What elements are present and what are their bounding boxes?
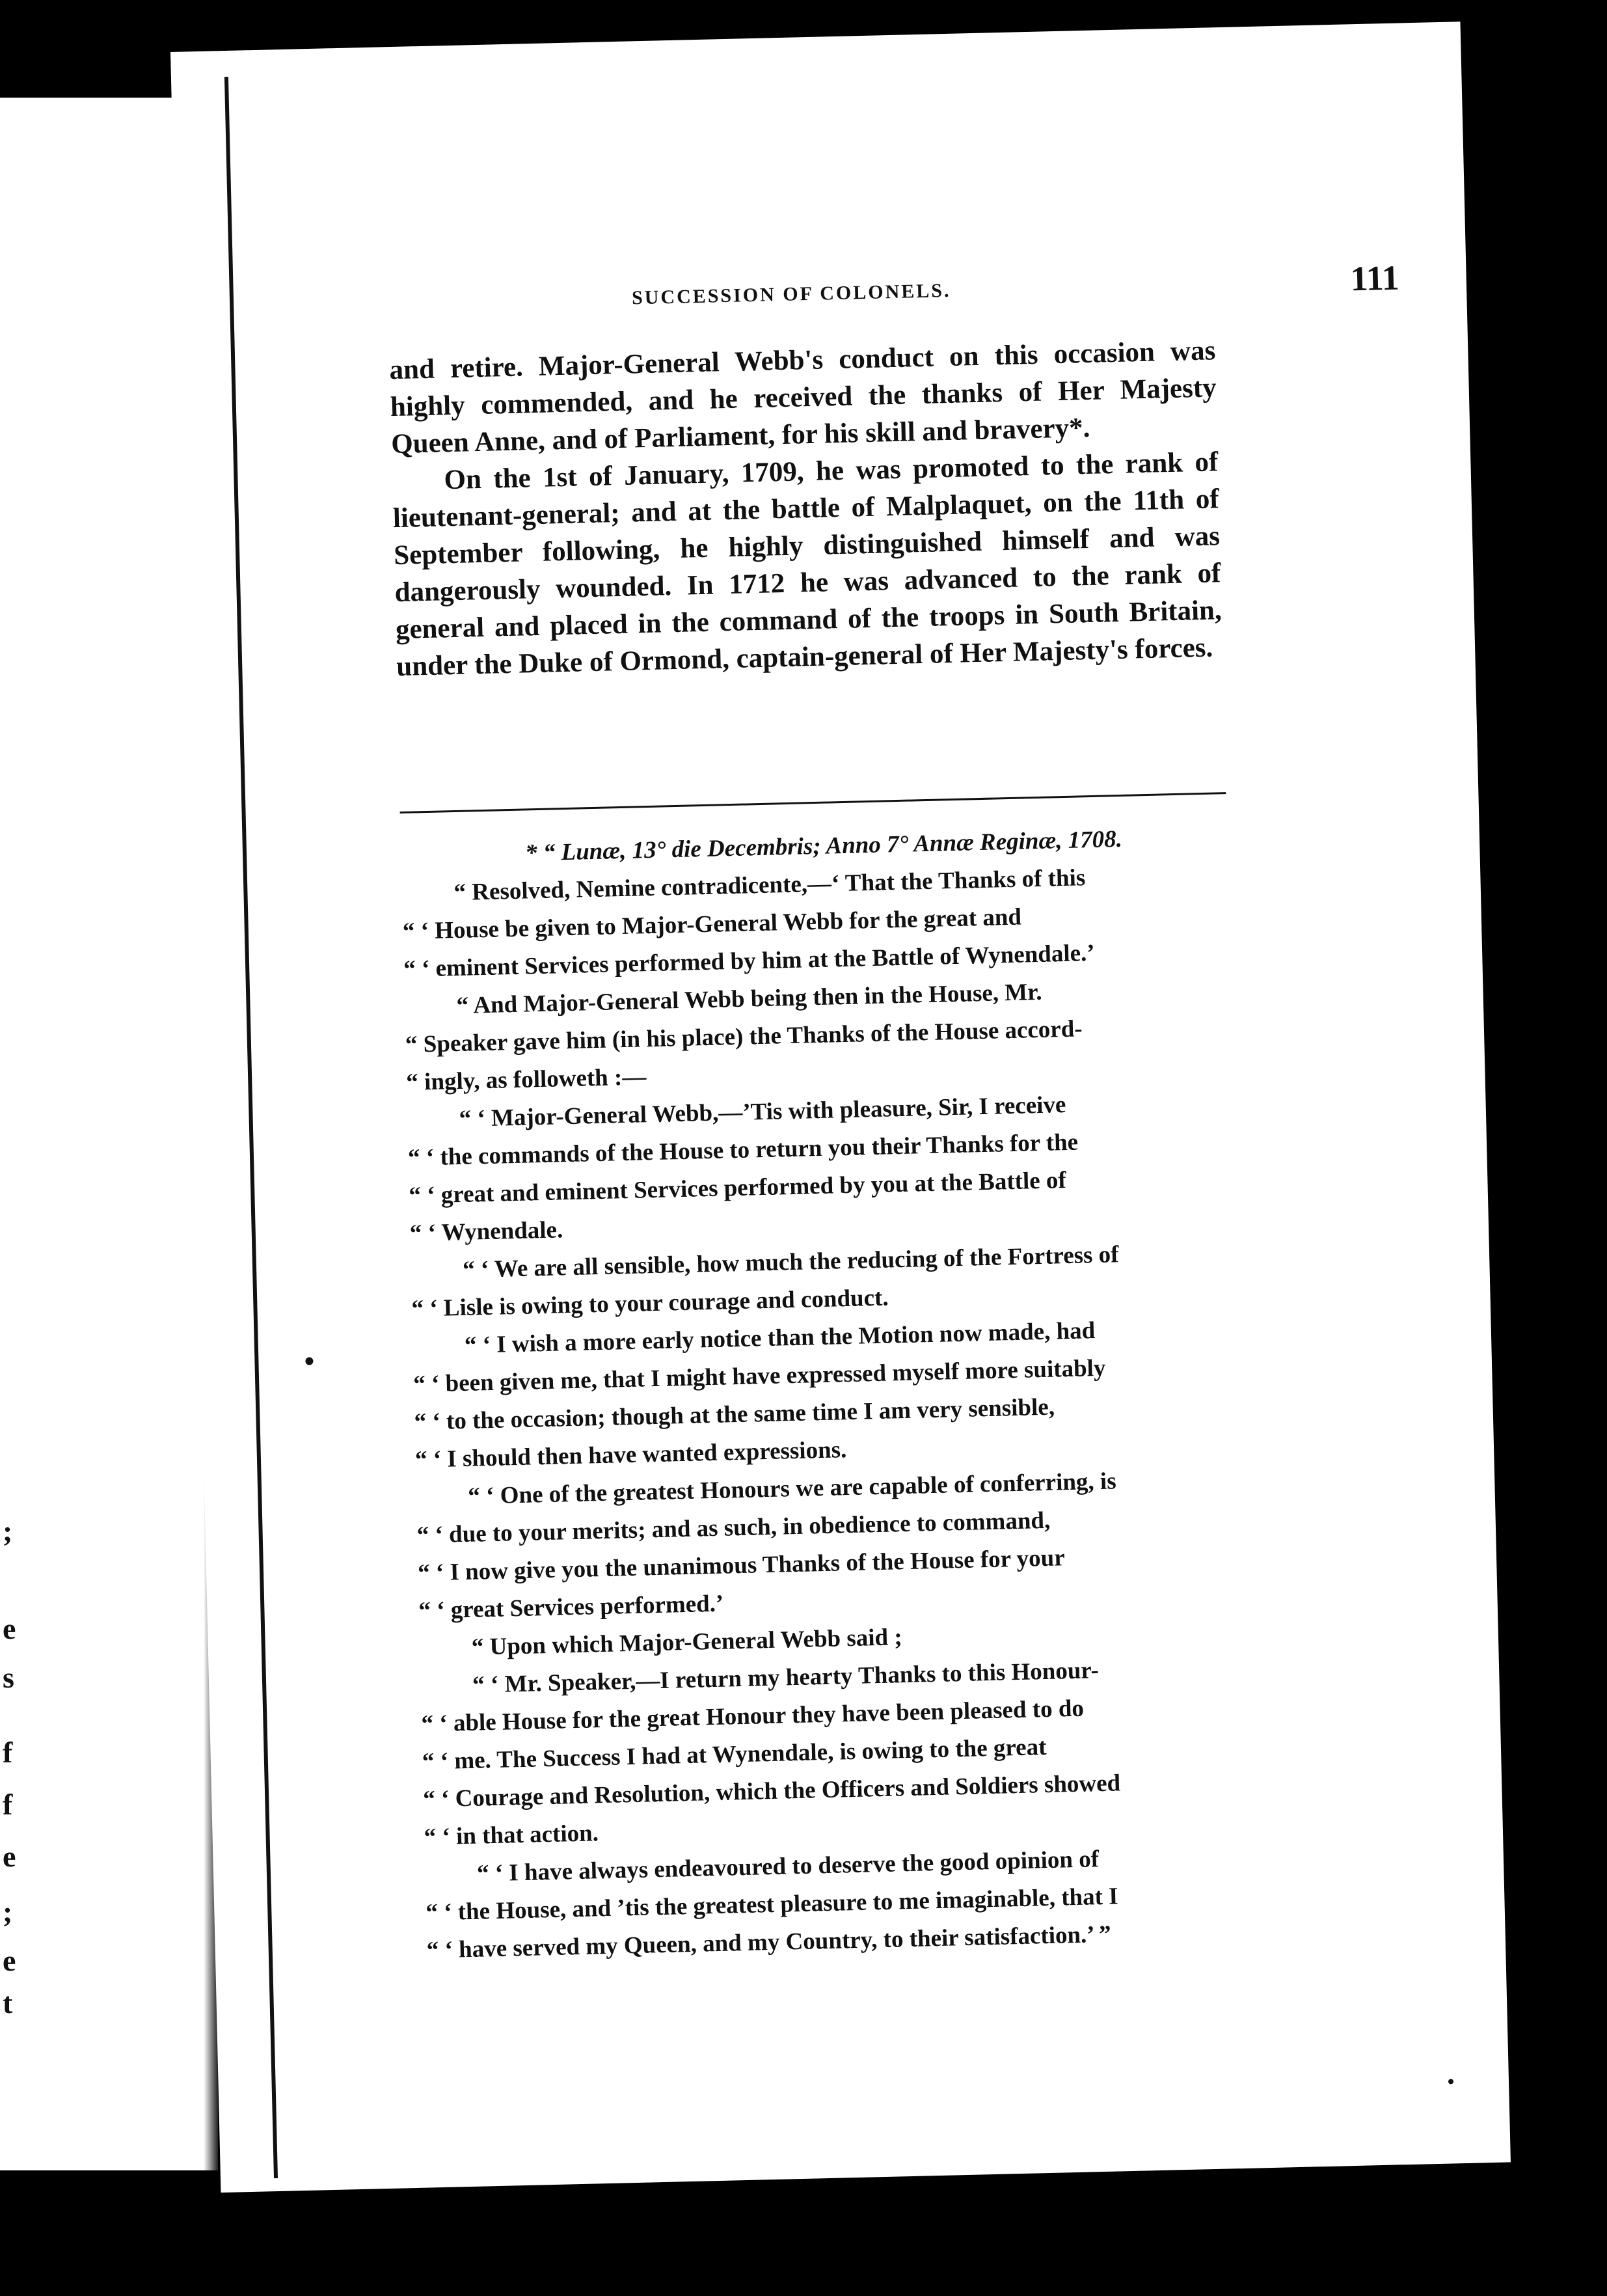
footnote-line: “ ‘ One of the greatest Honours we are capable of conferring, is (467, 1468, 1117, 1510)
footnote-line: “ ‘ great and eminent Services performed by you at the Battle of (409, 1167, 1067, 1209)
footnote (401, 817, 1273, 1969)
footnote-line: “ ‘ in that action. (424, 1820, 599, 1851)
footnote-line: “ ‘ Courage and Resolution, which the Officers and Soldiers showed (422, 1770, 1121, 1813)
footnote-line: “ ‘ to the occasion; though at the same time I am very sensible, (414, 1393, 1055, 1436)
footnote-line: “ ‘ I should then have wanted expressions. (414, 1436, 847, 1473)
footnote-line: “ ‘ me. The Success I had at Wynendale, is owing to the great (422, 1734, 1047, 1775)
footnote-line: “ ‘ able House for the great Honour they have been pleased to do (421, 1695, 1085, 1738)
footnote-line: “ ‘ eminent Services performed by him at the Battle of Wynendale.’ (403, 939, 1096, 983)
running-title: SUCCESSION OF COLONELS. (631, 279, 951, 309)
page-number: 111 (1349, 258, 1400, 299)
footnote-rule (400, 792, 1226, 813)
left-page-fragment: e (3, 1612, 16, 1645)
footnote-line: “ ‘ I wish a more early notice than the Motion now made, had (464, 1317, 1096, 1359)
page-speck (305, 1357, 313, 1365)
left-page-fragment: t (3, 1986, 13, 2019)
footnote-line: “ ingly, as followeth :— (405, 1063, 647, 1096)
footnote-line: “ Resolved, Nemine contradicente,—‘ That the Thanks of this (453, 864, 1086, 907)
left-page-fragment: f (3, 1736, 13, 1769)
footnote-lines (401, 855, 1273, 1969)
left-page-fragment: s (3, 1661, 14, 1694)
page-speck (1448, 2079, 1453, 2084)
book-page (170, 21, 1511, 2193)
footnote-line: “ ‘ I have always endeavoured to deserve the good opinion of (476, 1846, 1100, 1887)
body-text (389, 332, 1223, 685)
page-header (631, 258, 1399, 321)
paragraph: On the 1st of January, 1709, he was promoted to the rank of lieutenant-general; and at the battle of Malplaquet, on the 11th of September following, he highly distinguished himself and was dangerously wounded. In 1712 he was advanced to the rank of general and placed in the command of the troops in South Britain, under the Duke of Ormond, captain-general of Her Majesty's forces. (392, 446, 1222, 683)
footnote-line: “ ‘ have served my Queen, and my Country, to their satisfaction.’ ” (426, 1920, 1112, 1964)
left-page-fragment: ; (3, 1514, 13, 1548)
page-border-line (224, 77, 278, 2178)
footnote-line: “ And Major-General Webb being then in the House, Mr. (456, 978, 1042, 1020)
paragraph: and retire. Major-General Webb's conduct on this occasion was highly commended, and he received the thanks of Her Majesty Queen Anne, and of Parliament, for his skill and bravery*. (389, 335, 1217, 460)
left-page-fragment: e (3, 1944, 16, 1977)
footnote-line: “ ‘ We are all sensible, how much the reducing of the Fortress of (462, 1241, 1119, 1283)
footnote-line: “ ‘ great Services performed.’ (418, 1590, 724, 1624)
left-page-fragment: ; (3, 1895, 13, 1928)
footnote-line: “ ‘ due to your merits; and as such, in obedience to command, (416, 1507, 1051, 1549)
footnote-line: “ ‘ House be given to Major-General Webb for the great and (402, 903, 1022, 945)
footnote-line: “ ‘ Mr. Speaker,—I return my hearty Thanks to this Honour- (472, 1657, 1100, 1699)
footnote-line: “ ‘ Lisle is owing to your courage and conduct. (411, 1284, 889, 1322)
left-page-fragment: f (3, 1788, 13, 1821)
footnote-line: “ ‘ I now give you the unanimous Thanks of the House for your (417, 1544, 1066, 1587)
footnote-line: “ ‘ Wynendale. (409, 1216, 563, 1247)
footnote-line: “ ‘ been given me, that I might have expressed myself more suitably (412, 1354, 1106, 1398)
left-page-fragment: e (3, 1840, 16, 1873)
footnote-heading: * “ Lunæ, 13° die Decembris; Anno 7° Annæ Reginæ, 1708. (524, 825, 1123, 867)
footnote-line: “ Speaker gave him (in his place) the Thanks of the House accord- (405, 1015, 1083, 1058)
footnote-line: “ ‘ the commands of the House to return you their Thanks for the (407, 1128, 1079, 1171)
footnote-line: “ Upon which Major-General Webb said ; (471, 1624, 903, 1661)
footnote-line: “ ‘ the House, and ’tis the greatest pleasure to me imaginable, that I (425, 1883, 1119, 1926)
footnote-line: “ ‘ Major-General Webb,—’Tis with pleasure, Sir, I receive (459, 1091, 1066, 1132)
